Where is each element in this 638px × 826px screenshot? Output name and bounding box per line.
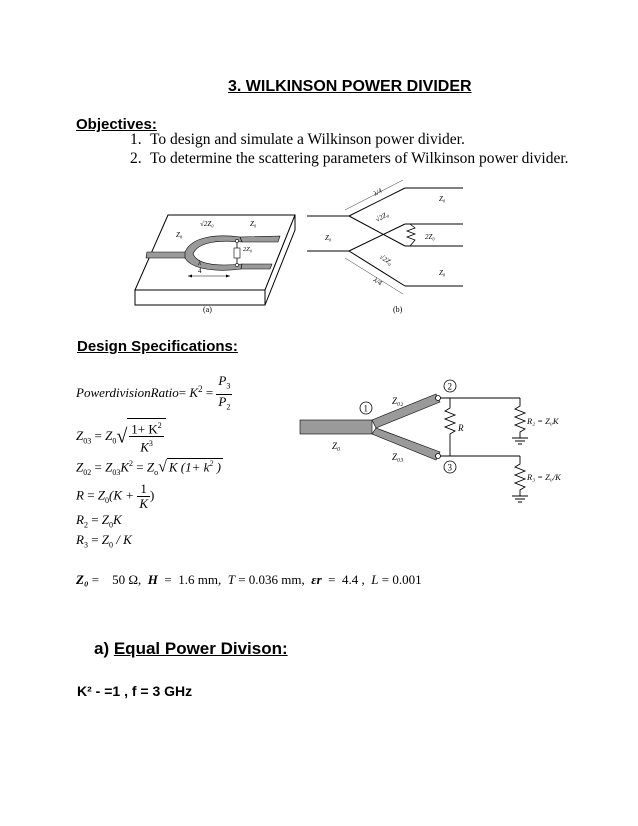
eq4-fraction xyxy=(137,482,150,511)
eq2-z: Z xyxy=(105,427,113,443)
param-h-value: 1.6 mm, xyxy=(178,572,222,587)
port-3-label: 3 xyxy=(447,462,452,473)
eq4-z-sub: 0 xyxy=(105,496,110,506)
z03-label: Z₀₃ xyxy=(392,452,404,462)
caption-b: (b) xyxy=(393,305,403,314)
eq-power-division-ratio: PowerdivisionRatio= $K^2$ = $\frac{P_3}{P_2}$ xyxy=(76,374,232,414)
eq6-rhs-sub: 0 xyxy=(109,540,114,550)
objective-item xyxy=(130,130,569,149)
port-1-label: 1 xyxy=(363,403,368,414)
z0-top-label: Z₀ xyxy=(439,195,446,203)
eq4-den: K xyxy=(139,496,148,511)
eq5-sub: 2 xyxy=(83,520,88,530)
eq5-rhs: Z xyxy=(101,512,110,527)
param-er-label: εr xyxy=(311,572,322,587)
eq2-lhs: Z xyxy=(76,427,84,443)
eq4-num: 1 xyxy=(137,482,150,497)
lambda-bottom-label: λ/4 xyxy=(371,275,384,288)
eq1-k: K xyxy=(189,385,199,401)
r-label: R xyxy=(458,423,464,433)
eq1-fraction xyxy=(216,374,232,414)
eq2-num: 1+ K xyxy=(131,421,158,437)
eq6-k: / K xyxy=(116,532,132,547)
eq1-num-sub: 3 xyxy=(226,381,231,391)
z0-bottom-label: Z₀ xyxy=(439,269,446,277)
eq2-fraction: $\frac{1+ K^2}{K^3}$ xyxy=(131,421,162,455)
eq3-a: Z xyxy=(76,459,84,475)
objective-text: To determine the scattering parameters of Wilkinson power divider. xyxy=(150,150,569,167)
eq1-lhs: PowerdivisionRatio xyxy=(76,385,179,401)
param-l-value: 0.001 xyxy=(392,572,422,587)
eq4-k: (K + xyxy=(109,487,135,503)
eq4-lhs: R xyxy=(76,487,84,503)
lambda-top-label: λ/4 xyxy=(372,186,384,198)
param-t-label: T xyxy=(227,572,235,587)
eq-r3: $R_3 = Z_0 / K$ xyxy=(76,532,132,550)
eq1-den-sub: 2 xyxy=(226,402,231,412)
eq2-lhs-sub: 03 xyxy=(83,436,92,446)
port-2-label: 2 xyxy=(447,381,452,392)
eq3-c: K xyxy=(120,459,129,475)
eq5-k: K xyxy=(113,512,122,527)
r2z0-label: 2Z₀ xyxy=(425,233,435,241)
r2z0-label: 2Z₀ xyxy=(243,246,253,253)
eq3-d: Z xyxy=(146,459,155,475)
section-a-prefix: a) xyxy=(94,639,114,658)
eq-z02: $Z_{02} = Z_{03}K^2 = Z_o√$ K ($1+ k^2$ ) xyxy=(76,458,221,477)
eq5-lhs: R xyxy=(76,512,84,527)
r3-label: R₃ = Z₀/K xyxy=(527,472,561,482)
page-title: 3. WILKINSON POWER DIVIDER xyxy=(228,78,472,95)
objectives-heading: Objectives: xyxy=(76,116,157,133)
eq3-sqrt: K ($1+ k^2$ ) xyxy=(168,459,221,475)
design-specs-heading: Design Specifications: xyxy=(77,338,238,355)
figure-b-tline-circuit xyxy=(305,176,465,306)
section-a-line: K² - =1 , f = 3 GHz xyxy=(77,683,193,699)
param-z0-value: 50 Ω, xyxy=(112,572,142,587)
objective-number: 1. xyxy=(130,131,142,148)
eq5-rhs-sub: 0 xyxy=(109,520,114,530)
sqrt2z0-bottom-label: √2Z₀ xyxy=(377,252,394,267)
objectives-list xyxy=(130,130,569,168)
eq3-b-sub: 03 xyxy=(112,467,121,477)
eq6-rhs: Z xyxy=(101,532,110,547)
param-t-value: 0.036 mm, xyxy=(248,572,305,587)
parameters-line: Z₀ = 50 Ω, H = 1.6 mm, T = 0.036 mm, εr = 4.4 , L = 0.001 xyxy=(76,572,422,587)
z0-left-label: Z₀ xyxy=(176,231,183,239)
lambda-label: λ xyxy=(198,259,202,267)
eq6-lhs: R xyxy=(76,532,84,547)
sqrt2z0-label: √2Z₀ xyxy=(200,220,214,228)
objective-number: 2. xyxy=(130,150,142,167)
eq-z03: $Z_{03} = Z_0√$ $\frac{1+ K^2}{K^3}$ xyxy=(76,418,166,455)
objective-item xyxy=(130,149,569,168)
unequal-divider-circuit xyxy=(298,376,572,516)
four-label: 4 xyxy=(198,267,202,275)
section-a-title: Equal Power Divison: xyxy=(113,639,288,658)
sqrt2z0-top-label: √2Z₀ xyxy=(374,210,391,224)
param-h-label: H xyxy=(147,572,158,587)
eq2-z-sub: 0 xyxy=(112,436,117,446)
figure-a-microstrip-layout xyxy=(130,210,300,320)
z0-in-label: Z₀ xyxy=(325,234,332,242)
param-er-value: 4.4 , xyxy=(342,572,365,587)
caption-a: (a) xyxy=(203,305,212,314)
eq3-sqrt-text: K (1+ k xyxy=(168,459,210,475)
objective-text: To design and simulate a Wilkinson power divider. xyxy=(150,131,465,148)
eq2-den: K xyxy=(140,439,149,455)
z02-label: Z₀₂ xyxy=(392,396,404,406)
param-z0-label: Z₀ xyxy=(76,572,89,587)
z0-label: Z₀ xyxy=(332,441,341,451)
eq1-num: P xyxy=(218,373,227,388)
r2-label: R₂ = Z₀K xyxy=(527,416,559,426)
eq3-b: Z xyxy=(105,459,113,475)
eq3-a-sub: 02 xyxy=(83,467,92,477)
eq-r2: $R_2 = Z_0K$ xyxy=(76,512,122,530)
z0-right-label: Z₀ xyxy=(250,220,257,228)
eq1-den: P xyxy=(218,393,227,409)
section-a-heading xyxy=(94,639,288,659)
eq6-sub: 3 xyxy=(83,540,88,550)
eq3-d-sub: o xyxy=(154,467,159,477)
eq4-z: Z xyxy=(97,487,106,503)
param-l-label: L xyxy=(371,572,379,587)
eq-r: $R = Z_0(K$ + $\frac{1}{K}$ ) xyxy=(76,481,155,511)
